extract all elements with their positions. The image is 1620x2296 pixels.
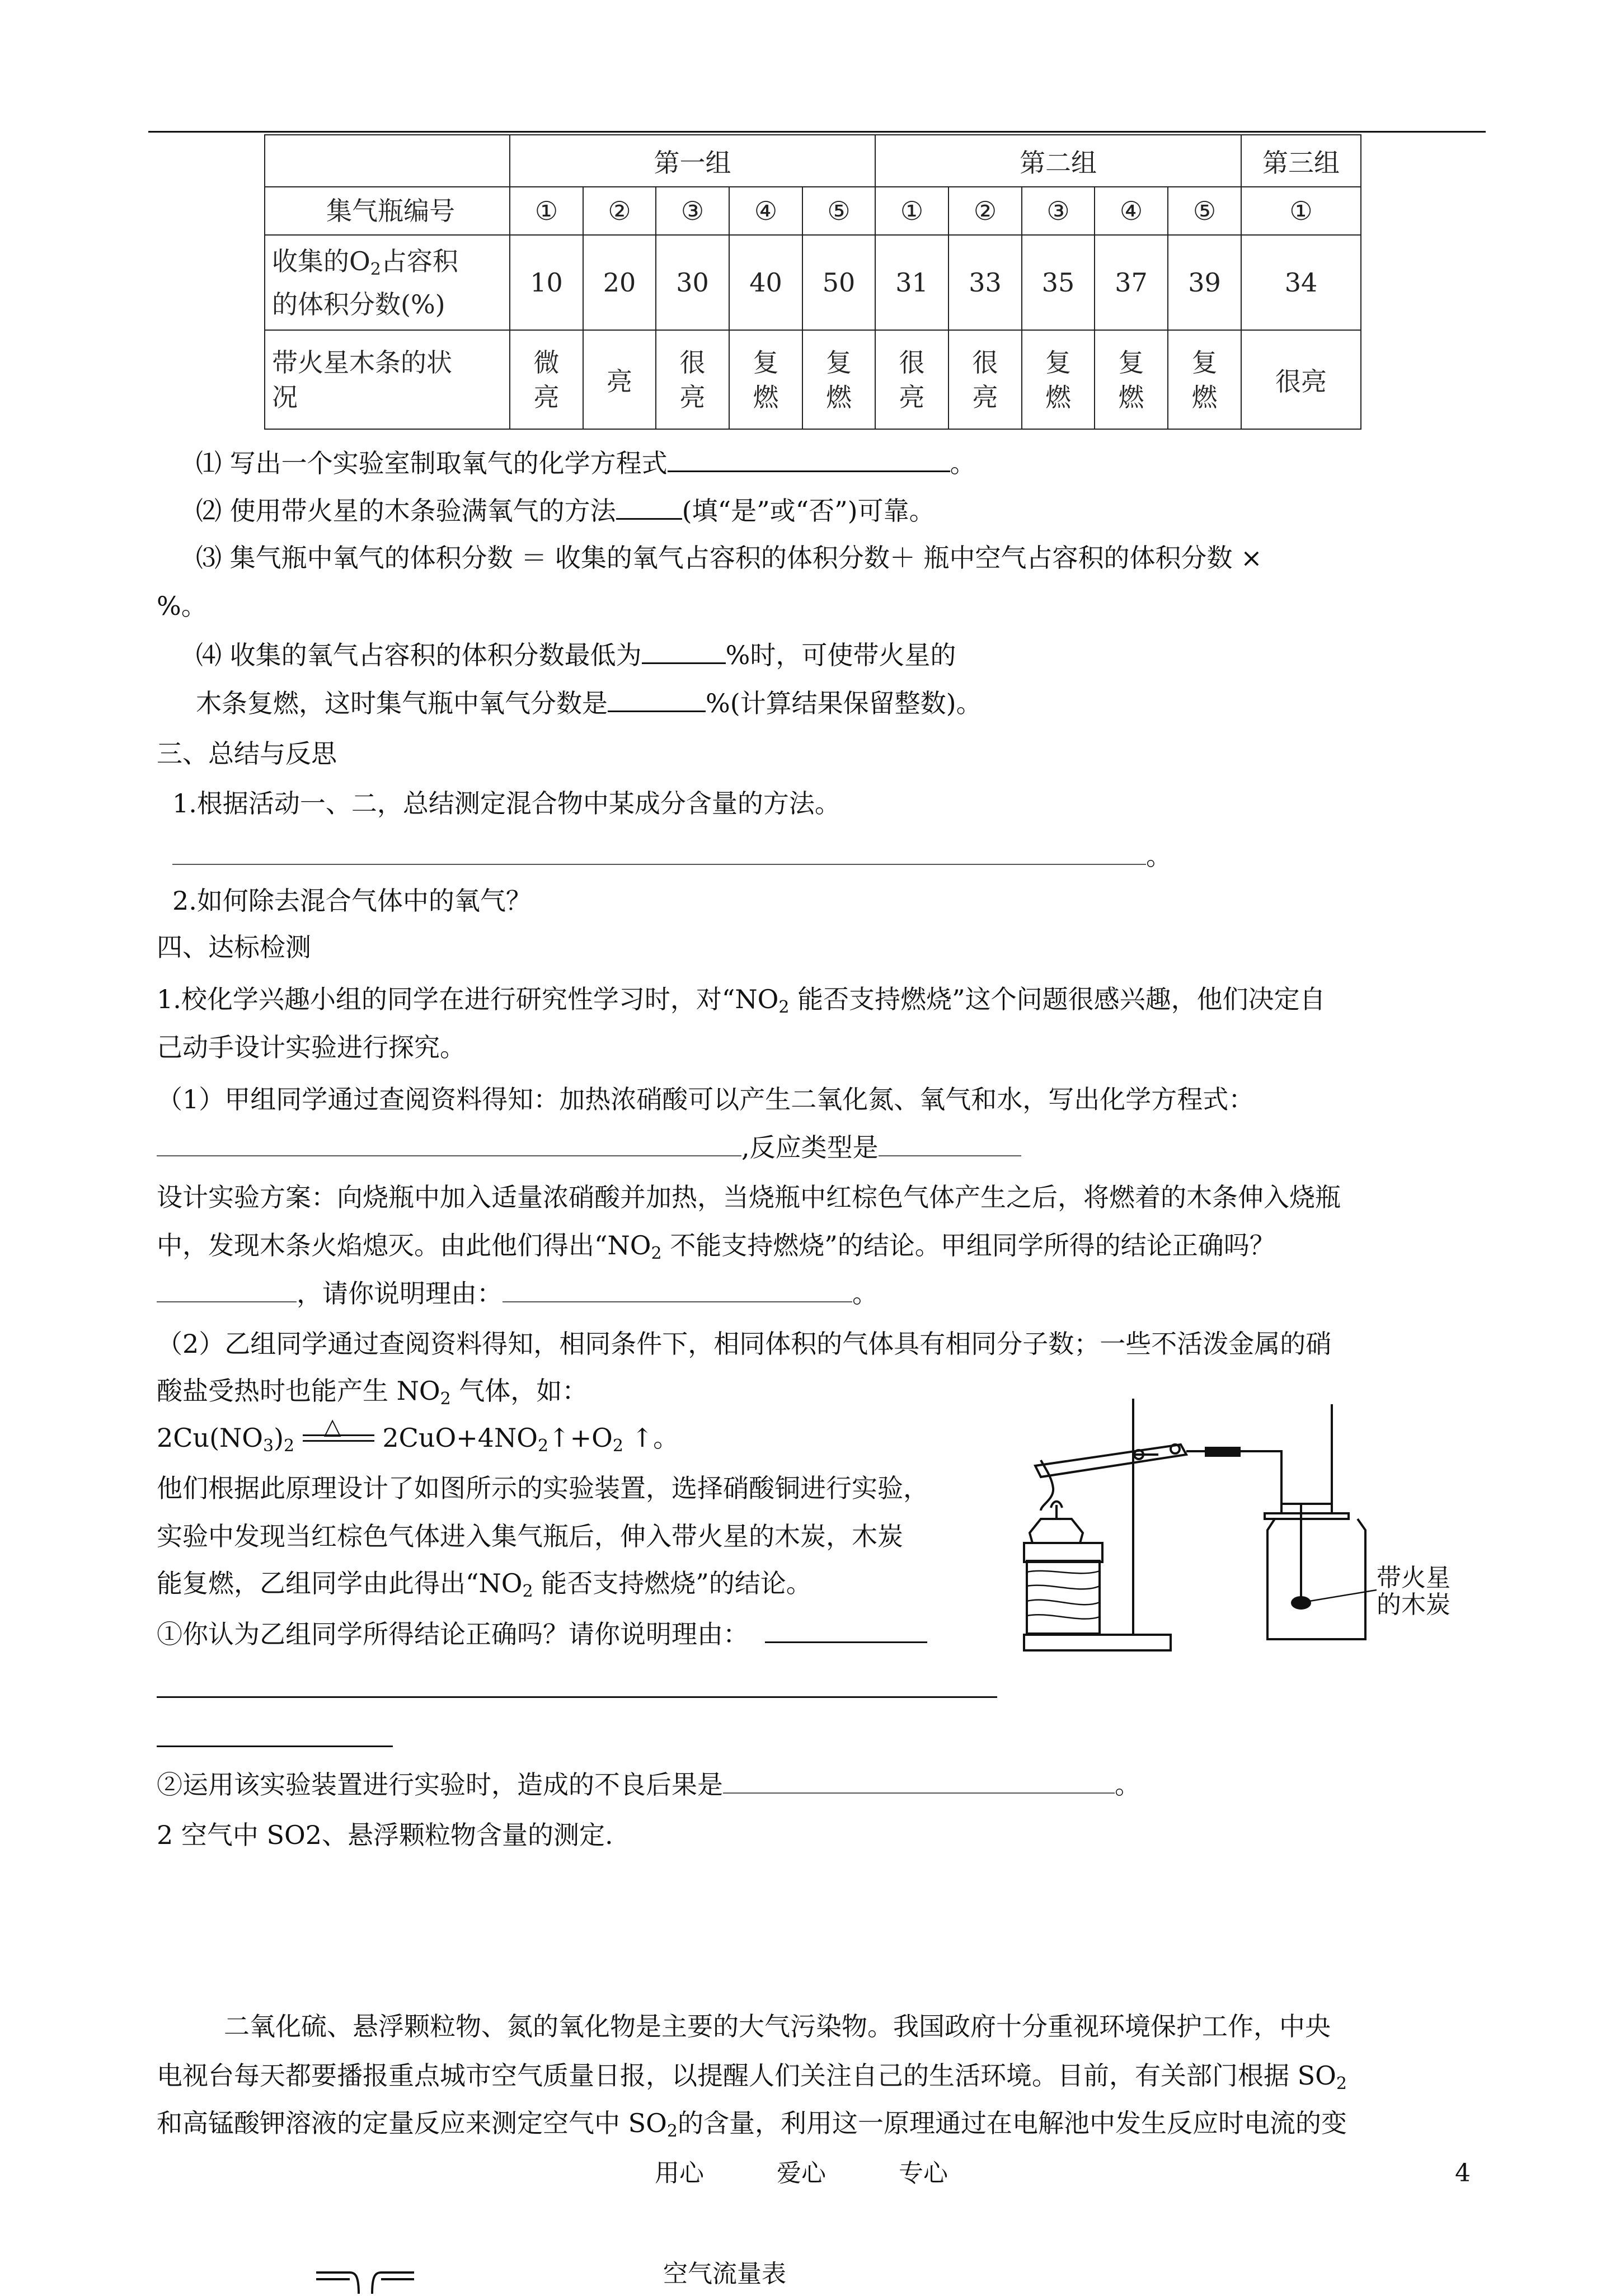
corner-cell — [265, 135, 510, 187]
status-label-line2: 况 — [272, 382, 298, 412]
charcoal-label-line2: 的木炭 — [1377, 1591, 1450, 1619]
problem-1-part2-line4: 实验中发现当红棕色气体进入集气瓶后，伸入带火星的木炭，木炭 — [157, 1521, 903, 1551]
fraction-cell: 34 — [1241, 235, 1361, 330]
problem-1-part2-line3: 他们根据此原理设计了如图所示的实验装置，选择硝酸铜进行实验， — [157, 1473, 929, 1503]
fraction-cell: 20 — [583, 235, 656, 330]
question-2: ⑵ 使用带火星的木条验满氧气的方法 (填“是”或“否”)可靠。 — [196, 493, 935, 528]
problem-1-line2: 己动手设计实验进行探究。 — [157, 1032, 466, 1062]
answer-blank[interactable] — [723, 1768, 1115, 1794]
paragraph-line2: 电视台每天都要播报重点城市空气质量日报，以提醒人们关注自己的生活环境。目前，有关部门根据 $SO_2$ — [157, 2060, 1347, 2093]
section-3-item-1-answer: 。 — [172, 839, 1172, 873]
design-line1: 设计实验方案：向烧瓶中加入适量浓硝酸并加热，当烧瓶中红棕色气体产生之后，将燃着的木条伸入烧瓶 — [157, 1182, 1341, 1212]
fraction-cell: 30 — [656, 235, 729, 330]
status-cell: 很 亮 — [948, 330, 1022, 429]
problem-1-line1: 1.校化学兴趣小组的同学在进行研究性学习时，对“$NO_2$ 能否支持燃烧”这个问题很感兴趣，他们决定自 — [157, 984, 1326, 1017]
footer-motto: 用心 爱心 专心 — [655, 2159, 948, 2187]
bottle-id-cell: ② — [948, 187, 1022, 235]
bottle-id-cell: ① — [1241, 187, 1361, 235]
section-4-heading: 四、达标检测 — [157, 932, 311, 962]
bottle-id-cell: ④ — [1095, 187, 1168, 235]
page-number: 4 — [1455, 2159, 1471, 2187]
chemical-equation: $2Cu(NO_3)_2$ △ $2CuO+4NO_2↑+O_2$ ↑。 — [157, 1414, 679, 1456]
fraction-label — [265, 235, 510, 330]
problem-1-part1-answer: ,反应类型是 — [157, 1131, 1021, 1164]
problem-1-part2-line2: 酸盐受热时也能产生 $NO_2$ 气体，如： — [157, 1376, 588, 1409]
bottle-id-cell: ② — [583, 187, 656, 235]
answer-blank[interactable] — [642, 638, 726, 664]
status-cell: 复 燃 — [729, 330, 802, 429]
bottle-id-cell: ① — [875, 187, 948, 235]
fraction-cell: 39 — [1168, 235, 1241, 330]
fraction-cell: 50 — [802, 235, 875, 330]
question-4-line2: 木条复燃，这时集气瓶中氧气分数是 %(计算结果保留整数)。 — [196, 686, 982, 720]
status-cell: 很 亮 — [875, 330, 948, 429]
answer-line[interactable] — [157, 1745, 393, 1747]
bottle-id-row — [265, 187, 1361, 235]
header-rule — [148, 131, 1486, 133]
bottle-id-cell: ④ — [729, 187, 802, 235]
answer-blank[interactable] — [616, 493, 682, 520]
design-line2: 中，发现木条火焰熄灭。由此他们得出“$NO_2$ 不能支持燃烧”的结论。甲组同学所得的结论正确吗？ — [157, 1230, 1275, 1263]
fraction-label-b: 占容积 — [381, 246, 458, 276]
apparatus-drawing — [1018, 1393, 1483, 1673]
answer-line[interactable] — [157, 1696, 997, 1698]
bottle-id-cell: ⑤ — [802, 187, 875, 235]
question-4-line1: ⑷ 收集的氧气占容积的体积分数最低为 %时，可使带火星的 — [196, 638, 956, 672]
status-label — [265, 330, 510, 429]
bottle-id-cell: ① — [510, 187, 583, 235]
answer-blank[interactable] — [157, 1131, 741, 1156]
test-tube — [1035, 1445, 1186, 1477]
fraction-cell: 35 — [1022, 235, 1095, 330]
spirit-lamp — [1030, 1519, 1083, 1543]
stand-base — [1024, 1635, 1171, 1650]
problem-2-heading: 2 空气中 SO2、悬浮颗粒物含量的测定. — [157, 1820, 613, 1850]
status-cell: 复 燃 — [1168, 330, 1241, 429]
question-3-continued: %。 — [157, 591, 207, 621]
status-cell: 复 燃 — [1095, 330, 1168, 429]
problem-1-part2-line5: 能复燃，乙组同学由此得出“$NO_2$ 能否支持燃烧”的结论。 — [157, 1568, 812, 1601]
status-cell: 很亮 — [1241, 330, 1361, 429]
status-cell: 很 亮 — [656, 330, 729, 429]
group-2-header: 第二组 — [875, 135, 1241, 187]
bottle-id-label: 集气瓶编号 — [265, 187, 510, 235]
answer-blank[interactable] — [668, 446, 950, 472]
paragraph-line3: 和高锰酸钾溶液的定量反应来测定空气中 $SO_2$的含量，利用这一原理通过在电解池中发生反应时电流的变 — [157, 2108, 1347, 2141]
section-3-item-1: 1.根据活动一、二，总结测定混合物中某成分含量的方法。 — [172, 788, 840, 818]
fraction-cell: 33 — [948, 235, 1022, 330]
answer-blank[interactable] — [765, 1617, 927, 1643]
answer-blank[interactable] — [608, 686, 706, 712]
paragraph-line1: 二氧化硫、悬浮颗粒物、氮的氧化物是主要的大气污染物。我国政府十分重视环境保护工作，中央 — [224, 2011, 1331, 2041]
status-label-line1: 带火星木条的状 — [272, 347, 452, 378]
sub-question-2: ②运用该实验装置进行实验时，造成的不良后果是 。 — [157, 1768, 1140, 1801]
section-3-item-2: 2.如何除去混合气体中的氧气？ — [172, 886, 532, 916]
fraction-label-line2: 的体积分数(%) — [272, 289, 445, 319]
design-line3: ，请你说明理由： 。 — [157, 1277, 878, 1310]
problem-1-part2-line1: （2）乙组同学通过查阅资料得知，相同条件下，相同体积的气体具有相同分子数；一些不活泼金属的硝 — [157, 1329, 1332, 1359]
fraction-cell: 31 — [875, 235, 948, 330]
fraction-row — [265, 235, 1361, 330]
fraction-label-sub: 2 — [370, 259, 381, 279]
question-1: ⑴ 写出一个实验室制取氧气的化学方程式 。 — [196, 446, 976, 480]
bottle-id-cell: ⑤ — [1168, 187, 1241, 235]
gas-bottle — [1267, 1519, 1365, 1639]
problem-1-part1: （1）甲组同学通过查阅资料得知：加热浓硝酸可以产生二氧化氮、氧气和水，写出化学方程式： — [157, 1084, 1255, 1114]
charcoal-label-line1: 带火星 — [1377, 1564, 1450, 1592]
sub-question-1: ①你认为乙组同学所得结论正确吗？请你说明理由： — [157, 1617, 927, 1651]
next-page-apparatus-fragment — [316, 2260, 414, 2294]
status-cell: 复 燃 — [1022, 330, 1095, 429]
fraction-cell: 10 — [510, 235, 583, 330]
status-row — [265, 330, 1361, 429]
oxygen-data-table — [264, 134, 1361, 430]
answer-blank[interactable] — [172, 839, 1146, 865]
heating-condition-sign: △ — [303, 1429, 374, 1451]
group-3-header: 第三组 — [1241, 135, 1361, 187]
fraction-label-a: 收集的O — [272, 246, 370, 276]
answer-blank[interactable] — [879, 1131, 1021, 1156]
section-3-heading: 三、总结与反思 — [157, 738, 337, 769]
fraction-cell: 37 — [1095, 235, 1168, 330]
question-3: ⑶ 集气瓶中氧气的体积分数 ＝ 收集的氧气占容积的体积分数＋ 瓶中空气占容积的体积分数 × — [196, 543, 1262, 573]
bottle-id-cell: ③ — [1022, 187, 1095, 235]
answer-blank[interactable] — [157, 1277, 297, 1302]
group-1-header: 第一组 — [510, 135, 875, 187]
answer-blank[interactable] — [503, 1277, 852, 1302]
bottle-id-cell: ③ — [656, 187, 729, 235]
fraction-cell: 40 — [729, 235, 802, 330]
status-cell: 亮 — [583, 330, 656, 429]
status-cell: 复 燃 — [802, 330, 875, 429]
status-cell: 微 亮 — [510, 330, 583, 429]
experiment-apparatus-figure — [1018, 1393, 1483, 1673]
group-header-row — [265, 135, 1361, 187]
air-flowmeter-label: 空气流量表 — [663, 2260, 786, 2288]
